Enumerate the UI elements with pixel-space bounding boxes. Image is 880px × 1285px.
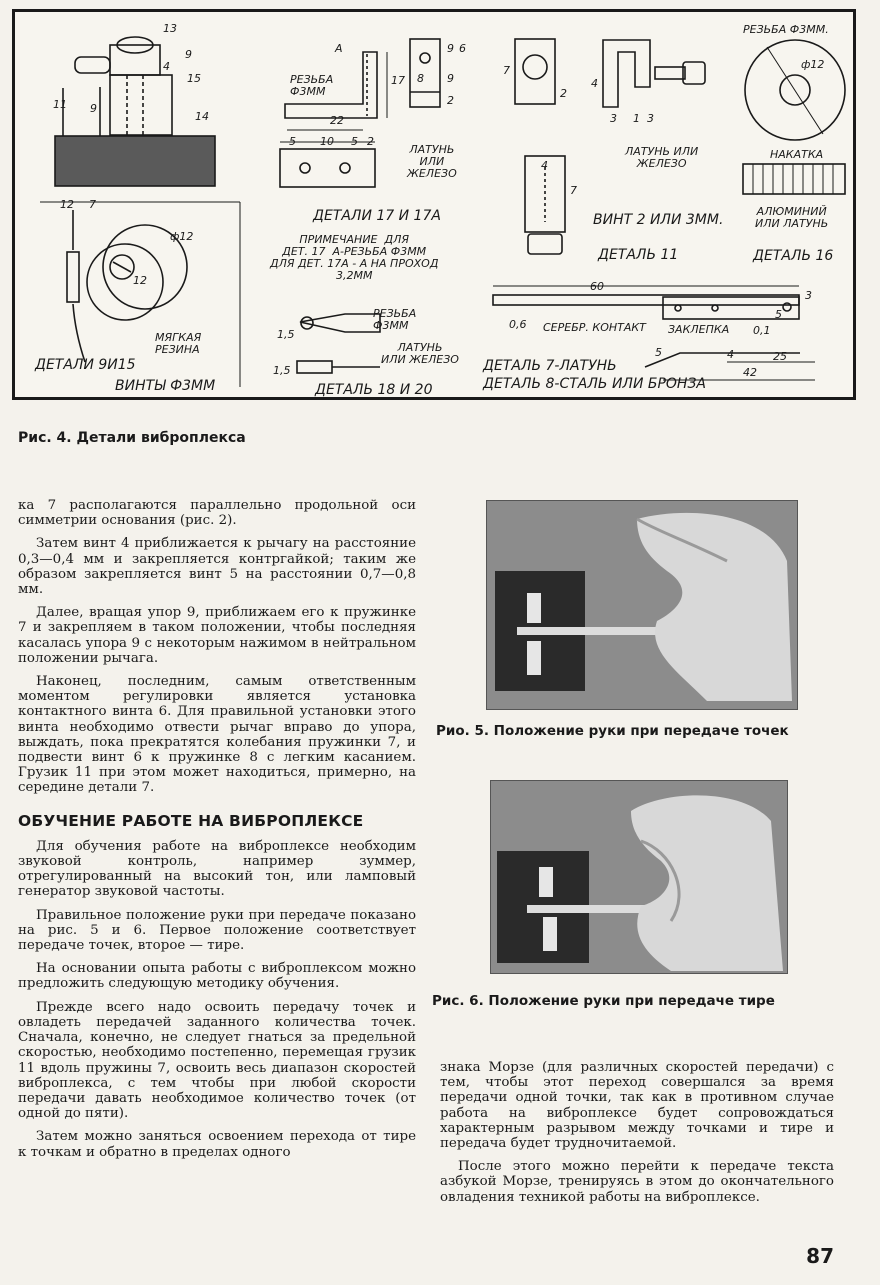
part-20-shape: [297, 361, 332, 373]
part-18-shape: [300, 314, 380, 332]
left-paragraph-1: ка 7 располагаются параллельно продольной оси симметрии основания (рис. 2).: [18, 498, 416, 529]
disc-16-side-shape: [743, 164, 845, 194]
dim-06: 0,6: [509, 318, 527, 331]
dim-2b: 2: [447, 94, 454, 107]
detail-11-label: ДЕТАЛЬ 11: [598, 247, 679, 263]
figure-6-photo: [490, 780, 788, 974]
dim-2: 2: [367, 135, 374, 148]
dim-8: 8: [417, 72, 424, 85]
plate-17-side-shape: [410, 39, 440, 107]
thread-3mm-b-label: РЕЗЬБА Ф3ММ: [373, 307, 417, 332]
figure-5-caption: Рио. 5. Положение руки при передаче точек: [436, 723, 789, 739]
hand-dashes-illustration: [491, 781, 787, 973]
detail-7-label: ДЕТАЛЬ 7-ЛАТУНЬ: [483, 358, 617, 374]
base-section-shape: [55, 136, 215, 186]
brass-or-iron-b-label: ЛАТУНЬ ИЛИ ЖЕЛЕЗО: [381, 341, 459, 366]
left-paragraph-9: Затем можно заняться освоением перехода от тире к точкам и обратно в пределах одного: [18, 1129, 416, 1160]
dim-17: 17: [391, 74, 405, 87]
stop-body-shape: [110, 75, 172, 135]
knurl-shape: [75, 57, 110, 73]
details-18-20-label: ДЕТАЛЬ 18 И 20: [315, 382, 433, 398]
figure-6-caption: Рис. 6. Положение руки при передаче тире: [432, 993, 775, 1009]
dim-5b: 5: [351, 135, 358, 148]
left-paragraph-6: Правильное положение руки при передаче показано на рис. 5 и 6. Первое положение соответствует передаче точек, второе — тире.: [18, 907, 416, 954]
note-label: ПРИМЕЧАНИЕ ДЛЯ ДЕТ. 17 А-РЕЗЬБА Ф3ММ ДЛЯ ДЕТ. 17А - А НА ПРОХОД 3,2ММ: [270, 233, 439, 282]
details-9-15-label: ДЕТАЛИ 9И15: [35, 357, 136, 373]
left-paragraph-5: Для обучения работе на виброплексе необходим звуковой контроль, например зуммер, отрегулированный на высокий тон, или ламповый генератор звуковой частоты.: [18, 838, 416, 900]
thread-3mm-c-label: РЕЗЬБА Ф3ММ.: [743, 23, 829, 36]
detail-8-label: ДЕТАЛЬ 8-СТАЛЬ ИЛИ БРОНЗА: [483, 376, 707, 392]
right-paragraph-1: знака Морзе (для различных скоростей передачи) с тем, чтобы этот переход совершался за время передачи одной точки, так как в противном случае работа на виброплексе будет сопровождаться характерным разрывом между точками и тире и передача будет трудночитаемой.: [440, 1060, 834, 1152]
label-9b: 9: [90, 102, 97, 115]
dim-4a: 4: [591, 77, 598, 90]
detail-16-label: ДЕТАЛЬ 16: [753, 248, 834, 264]
screw-2-3mm-label: ВИНТ 2 ИЛИ 3ММ.: [593, 212, 724, 228]
section-heading: ОБУЧЕНИЕ РАБОТЕ НА ВИБРОПЛЕКСЕ: [18, 811, 364, 830]
brass-or-iron-a-label: ЛАТУНЬ ИЛИ ЖЕЛЕЗО: [407, 143, 457, 180]
label-15: 15: [187, 72, 201, 85]
dim-42: 42: [743, 366, 757, 379]
page-number: 87: [806, 1244, 834, 1268]
left-paragraph-2: Затем винт 4 приближается к рычагу на расстояние 0,3—0,4 мм и закрепляется контргайкой; таким же образом закрепляется винт 5 на расстоянии 0,7—0,8 мм.: [18, 536, 416, 598]
details-17-17a-label: ДЕТАЛИ 17 И 17А: [313, 208, 441, 224]
plate-17-plan-shape: [280, 149, 375, 187]
dim-1a: 1: [633, 112, 640, 125]
label-7: 7: [89, 198, 96, 211]
dim-4b: 4: [541, 159, 548, 172]
label-phi12b: ф12: [801, 58, 825, 71]
dim-15a: 1,5: [277, 328, 295, 341]
label-14: 14: [195, 110, 209, 123]
left-paragraph-7: На основании опыта работы с виброплексом можно предложить следующую методику обучения.: [18, 961, 416, 992]
right-column: [440, 1060, 834, 1213]
label-12b: 12: [133, 274, 147, 287]
soft-rubber-label: МЯГКАЯ РЕЗИНА: [155, 331, 202, 356]
dim-9a: 9: [447, 42, 454, 55]
left-paragraph-4: Наконец, последним, самым ответственным моментом регулировки является установка контактного винта 6. Для правильной установки этого винта необходимо отвести рычаг вправо до упора, выждать, пока прекратятся колебания пружинки 7, и подвести винт 6 к пружинке 8 с легким касанием. Грузик 11 при этом может находиться, примерно, на середине детали 7.: [18, 674, 416, 796]
alu-or-brass-label: АЛЮМИНИЙ ИЛИ ЛАТУНЬ: [755, 205, 829, 230]
weight-11-front-shape: [515, 39, 555, 104]
figure-4-caption: Рис. 4. Детали виброплекса: [18, 430, 246, 446]
figure-5-photo: [486, 500, 798, 710]
spring-section-shape: [67, 252, 79, 302]
label-12: 12: [60, 198, 74, 211]
dim-7a: 7: [503, 64, 510, 77]
dim-4c: 4: [727, 348, 734, 361]
dim-9b: 9: [447, 72, 454, 85]
label-a: А: [335, 42, 343, 55]
drawing-lines: [15, 12, 853, 397]
dim-6: 6: [459, 42, 466, 55]
left-paragraph-8: Прежде всего надо освоить передачу точек и овладеть передачей заданного количества точек. Сначала, конечно, не следует гнаться за предельной скоростью, необходимо постепенно, перемещая грузик 11 вдоль пружины 7, освоить весь диапазон скоростей виброплекса, с тем чтобы при любой скорости передачи давать необходимое количество точек (от одной до пяти).: [18, 999, 416, 1122]
label-13: 13: [163, 22, 177, 35]
figure-4-drawing: [12, 9, 856, 400]
dim-5d: 5: [655, 346, 662, 359]
label-phi12a: ф12: [170, 230, 194, 243]
label-11: 11: [53, 98, 67, 111]
screws-3mm-label: ВИНТЫ Ф3ММ: [115, 378, 216, 394]
dim-15b: 1,5: [273, 364, 291, 377]
dim-7b: 7: [570, 184, 577, 197]
dim-2c: 2: [560, 87, 567, 100]
rivet-label: ЗАКЛЕПКА: [668, 323, 730, 336]
dim-3a: 3: [610, 112, 617, 125]
knurl-label: НАКАТКА: [770, 148, 824, 161]
left-paragraph-3: Далее, вращая упор 9, приближаем его к пружинке 7 и закрепляем в таком положении, чтобы последняя касалась упора 9 с некоторым нажимом в нейтральном положении рычага.: [18, 605, 416, 666]
dim-3b: 3: [647, 112, 654, 125]
dim-25: 25: [773, 350, 787, 363]
hand-dots-illustration: [487, 501, 797, 709]
right-paragraph-2: После этого можно перейти к передаче текста азбукой Морзе, тренируясь в этом до окончательного овладения техникой работы на виброплексе.: [440, 1159, 834, 1205]
screw-head-shape: [110, 45, 160, 75]
thread-3mm-a-label: РЕЗЬБА Ф3ММ: [290, 73, 334, 98]
dim-3c: 3: [805, 289, 812, 302]
dim-10: 10: [320, 135, 334, 148]
dim-5a: 5: [289, 135, 296, 148]
dim-5c: 5: [775, 308, 782, 321]
silver-contact-label: СЕРЕБР. КОНТАКТ: [543, 321, 646, 334]
label-9: 9: [185, 48, 192, 61]
dim-01: 0,1: [753, 324, 771, 337]
dim-60: 60: [590, 280, 604, 293]
brass-or-iron-c-label: ЛАТУНЬ ИЛИ ЖЕЛЕЗО: [625, 145, 699, 170]
label-4: 4: [163, 60, 170, 73]
left-column: [18, 498, 416, 1168]
weight-11-side-shape: [603, 40, 650, 107]
dim-22: 22: [330, 114, 344, 127]
